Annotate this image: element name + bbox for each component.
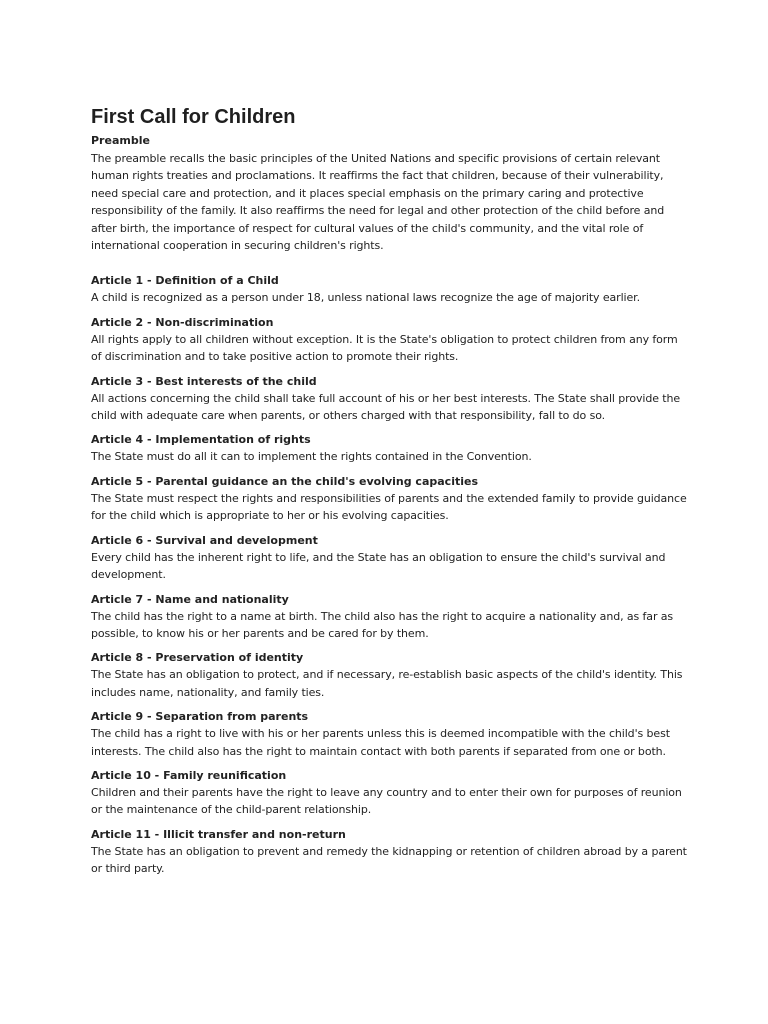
article-heading: Article 6 - Survival and development: [91, 533, 318, 547]
article-8: [91, 650, 691, 701]
article-5: [91, 474, 691, 525]
article-heading: Article 5 - Parental guidance an the child's evolving capacities: [91, 474, 479, 488]
article-text: The child has the right to a name at birth. The child also has the right to acquire a nationality and, as far as possible, to know his or her parents and be cared for by them.: [91, 609, 674, 640]
article-10: [91, 768, 691, 819]
article-heading: Article 11 - Illicit transfer and non-return: [91, 827, 346, 841]
article-text: The State has an obligation to protect, and if necessary, re-establish basic aspects of the child's identity. This includes name, nationality, and family ties.: [91, 668, 683, 699]
article-3: [91, 374, 691, 425]
article-7: [91, 592, 691, 643]
article-heading: Article 2 - Non-discrimination: [91, 315, 274, 329]
article-2: [91, 315, 691, 366]
article-text: A child is recognized as a person under 18, unless national laws recognize the age of majority earlier.: [91, 291, 640, 305]
article-heading: Article 8 - Preservation of identity: [91, 651, 304, 665]
article-text: The State must do all it can to implement the rights contained in the Convention.: [91, 450, 532, 464]
article-4: [91, 432, 691, 465]
article-text: The child has a right to live with his or her parents unless this is deemed incompatible with the child's best interests. The child also has the right to maintain contact with both parents if separated from one or both.: [91, 727, 670, 758]
preamble-heading: Preamble: [91, 134, 150, 147]
article-text: The State has an obligation to prevent and remedy the kidnapping or retention of children abroad by a parent or third party.: [91, 844, 687, 876]
preamble-text: The preamble recalls the basic principles of the United Nations and specific provisions of certain relevant human rights treaties and proclamations. It reaffirms the fact that children, because of their vulnerability, need special care and protection, and it places special emphasis on the primary caring and protective responsibility of the family. It also reaffirms the need for legal and other protection of the child before and after birth, the importance of respect for cultural values of the child's community, and the vital role of international cooperation in securing children's rights.: [91, 152, 665, 253]
preamble-section: [91, 133, 691, 254]
article-text: Every child has the inherent right to life, and the State has an obligation to ensure the child's survival and development.: [91, 550, 666, 582]
document-title: First Call for Children: [91, 106, 296, 128]
articles-list: [91, 273, 691, 877]
article-heading: Article 4 - Implementation of rights: [91, 433, 311, 447]
article-9: [91, 709, 691, 760]
article-heading: Article 9 - Separation from parents: [91, 710, 309, 724]
article-1: [91, 273, 691, 306]
article-6: [91, 533, 691, 584]
article-text: The State must respect the rights and responsibilities of parents and the extended family to provide guidance for the child which is appropriate to her or his evolving capacities.: [91, 491, 687, 523]
article-heading: Article 7 - Name and nationality: [91, 592, 289, 606]
article-11: [91, 827, 691, 878]
article-text: All rights apply to all children without exception. It is the State's obligation to protect children from any form of discrimination and to take positive action to promote their rights.: [91, 332, 678, 364]
article-heading: Article 3 - Best interests of the child: [91, 374, 317, 388]
document-content: [91, 104, 691, 886]
article-text: Children and their parents have the right to leave any country and to enter their own for purposes of reunion or the maintenance of the child-parent relationship.: [91, 785, 682, 817]
article-heading: Article 1 - Definition of a Child: [91, 274, 279, 288]
article-text: All actions concerning the child shall take full account of his or her best interests. The State shall provide the child with adequate care when parents, or others charged with that responsibility, fall to do so.: [91, 391, 681, 423]
article-heading: Article 10 - Family reunification: [91, 768, 287, 782]
